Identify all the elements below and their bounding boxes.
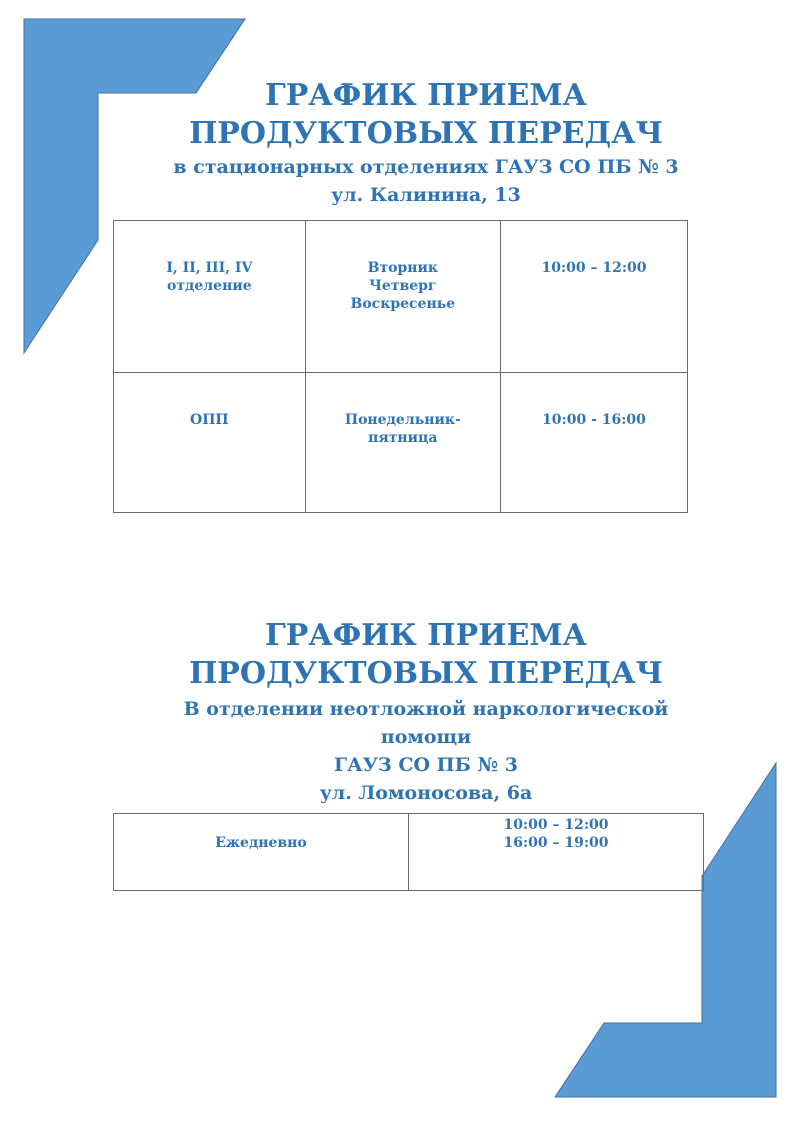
table-row bbox=[114, 373, 688, 513]
section2-title-line2: ПРОДУКТОВЫХ ПЕРЕДАЧ bbox=[188, 656, 664, 691]
days-line: Понедельник- bbox=[344, 412, 461, 428]
days-cell bbox=[305, 221, 500, 373]
table-row bbox=[114, 221, 688, 373]
time-value: 10:00 - 16:00 bbox=[542, 412, 646, 428]
section1-address: ул. Калинина, 13 bbox=[331, 184, 521, 206]
section2-org: ГАУЗ СО ПБ № 3 bbox=[334, 754, 518, 776]
days-line: пятница bbox=[368, 430, 438, 446]
unit-cell bbox=[114, 373, 306, 513]
section2-address: ул. Ломоносова, 6а bbox=[319, 782, 533, 804]
time-line: 10:00 – 12:00 bbox=[503, 817, 609, 833]
days-line: Четверг bbox=[369, 278, 437, 294]
days-cell bbox=[114, 814, 409, 891]
time-line: 16:00 – 19:00 bbox=[503, 835, 609, 851]
unit-line: ОПП bbox=[190, 412, 229, 428]
section2-title-line1: ГРАФИК ПРИЕМА bbox=[265, 618, 587, 653]
unit-cell bbox=[114, 221, 306, 373]
section1-heading bbox=[0, 77, 794, 209]
days-line: Вторник bbox=[367, 260, 439, 276]
section2-heading bbox=[0, 617, 794, 807]
time-cell bbox=[500, 221, 687, 373]
table-row bbox=[114, 814, 704, 891]
days-line: Воскресенье bbox=[350, 296, 456, 312]
unit-line: I, II, III, IV bbox=[166, 260, 253, 276]
section2-schedule-table bbox=[113, 813, 704, 891]
section1-title-line2: ПРОДУКТОВЫХ ПЕРЕДАЧ bbox=[188, 116, 664, 151]
section1-schedule-table bbox=[113, 220, 688, 513]
days-value: Ежедневно bbox=[215, 835, 307, 851]
time-cell bbox=[409, 814, 704, 891]
section1-subtitle: в стационарных отделениях ГАУЗ СО ПБ № 3 bbox=[173, 156, 679, 178]
time-cell bbox=[500, 373, 687, 513]
days-cell bbox=[305, 373, 500, 513]
unit-line: отделение bbox=[167, 278, 252, 294]
section2-subtitle-line1: В отделении неотложной наркологической bbox=[183, 698, 669, 720]
section2-subtitle-line2: помощи bbox=[380, 726, 472, 748]
time-value: 10:00 – 12:00 bbox=[541, 260, 647, 276]
section1-title-line1: ГРАФИК ПРИЕМА bbox=[265, 78, 587, 113]
